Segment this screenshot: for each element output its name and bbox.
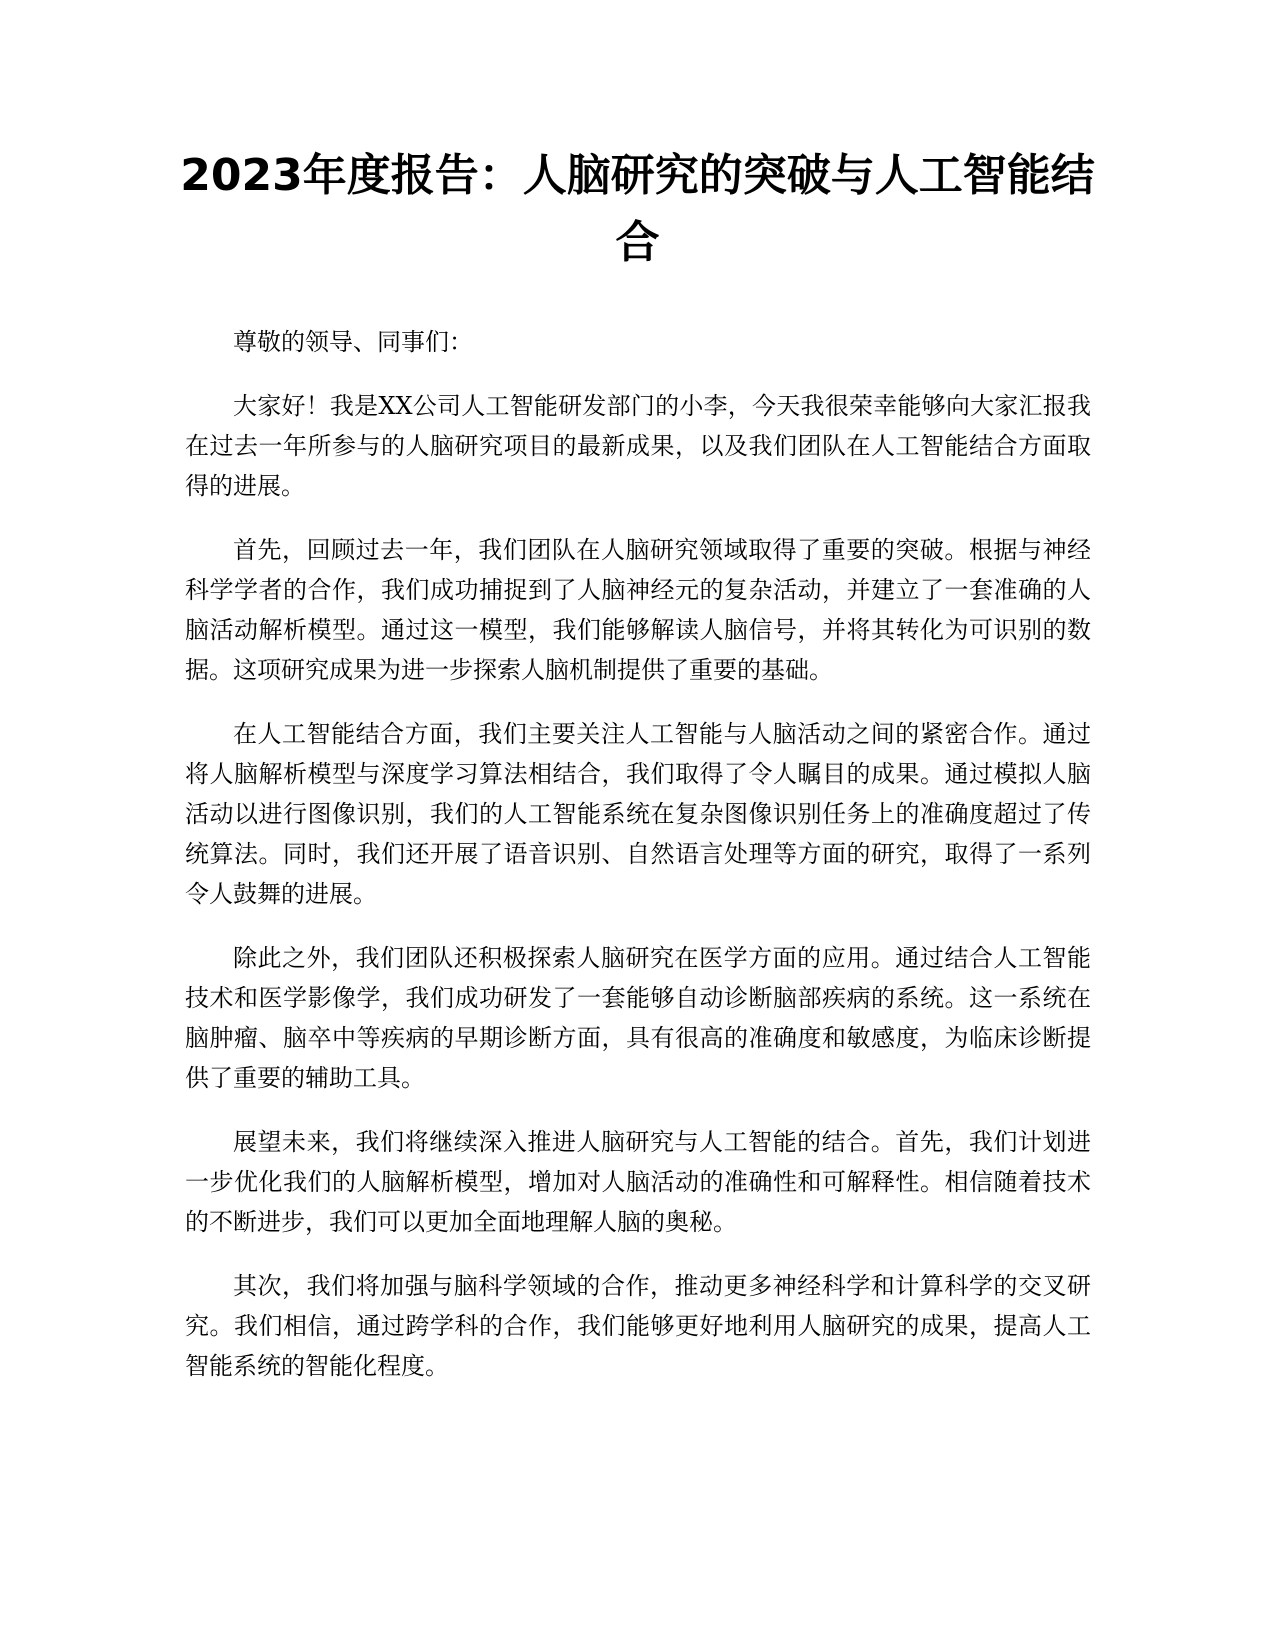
body-paragraph: 其次，我们将加强与脑科学领域的合作，推动更多神经科学和计算科学的交叉研究。我们相信，通过跨学科的合作，我们能够更好地利用人脑研究的成果，提高人工智能系统的智能化程度。	[185, 1272, 1091, 1380]
body-paragraph: 首先，回顾过去一年，我们团队在人脑研究领域取得了重要的突破。根据与神经科学学者的合作，我们成功捕捉到了人脑神经元的复杂活动，并建立了一套准确的人脑活动解析模型。通过这一模型，我们能够解读人脑信号，并将其转化为可识别的数据。这项研究成果为进一步探索人脑机制提供了重要的基础。	[185, 536, 1091, 684]
document-title: 2023年度报告：人脑研究的突破与人工智能结合	[180, 150, 1095, 268]
body-paragraph: 除此之外，我们团队还积极探索人脑研究在医学方面的应用。通过结合人工智能技术和医学影像学，我们成功研发了一套能够自动诊断脑部疾病的系统。这一系统在脑肿瘤、脑卒中等疾病的早期诊断方面，具有很高的准确度和敏感度，为临床诊断提供了重要的辅助工具。	[185, 944, 1091, 1092]
body-paragraph: 大家好！我是XX公司人工智能研发部门的小李，今天我很荣幸能够向大家汇报我在过去一年所参与的人脑研究项目的最新成果，以及我们团队在人工智能结合方面取得的进展。	[185, 392, 1091, 500]
body-paragraph: 展望未来，我们将继续深入推进人脑研究与人工智能的结合。首先，我们计划进一步优化我们的人脑解析模型，增加对人脑活动的准确性和可解释性。相信随着技术的不断进步，我们可以更加全面地理解人脑的奥秘。	[185, 1128, 1091, 1236]
document-body	[185, 322, 1091, 1410]
greeting-paragraph: 尊敬的领导、同事们：	[233, 328, 473, 356]
body-paragraph: 在人工智能结合方面，我们主要关注人工智能与人脑活动之间的紧密合作。通过将人脑解析模型与深度学习算法相结合，我们取得了令人瞩目的成果。通过模拟人脑活动以进行图像识别，我们的人工智能系统在复杂图像识别任务上的准确度超过了传统算法。同时，我们还开展了语音识别、自然语言处理等方面的研究，取得了一系列令人鼓舞的进展。	[185, 720, 1091, 908]
